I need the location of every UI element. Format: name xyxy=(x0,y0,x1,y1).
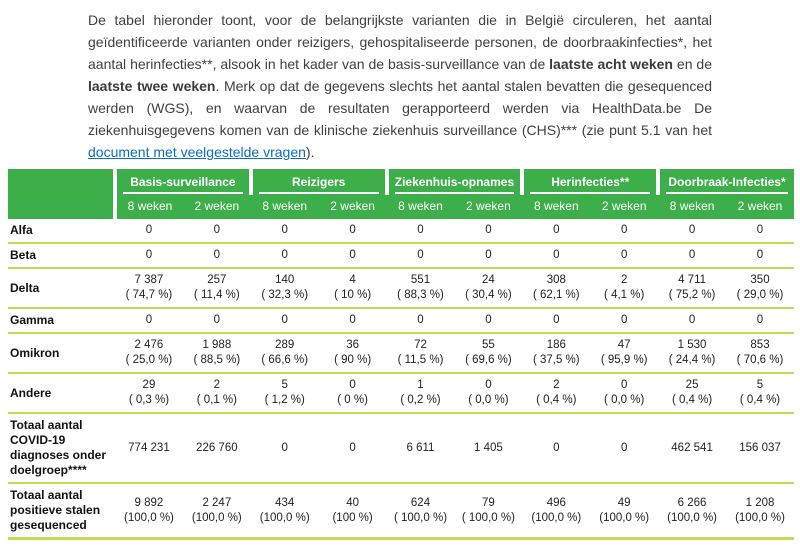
data-cell xyxy=(590,268,658,308)
data-cell xyxy=(115,483,183,539)
data-cell xyxy=(658,219,726,243)
cell-count: 0 xyxy=(620,441,628,454)
data-cell xyxy=(183,243,251,268)
cell-count: 0 xyxy=(756,249,764,261)
cell-percentage: (100,0 %) xyxy=(191,511,242,524)
table-row xyxy=(8,413,794,483)
cell-percentage: (100,0 %) xyxy=(259,511,310,524)
cell-count: 47 xyxy=(617,339,631,351)
cell-percentage: (100,0 %) xyxy=(667,511,717,524)
data-cell xyxy=(590,483,658,539)
cell-count: 0 xyxy=(485,314,492,326)
cell-count: 2 247 xyxy=(202,496,232,509)
cell-percentage: ( 24,4 %) xyxy=(668,354,716,366)
cell-count: 0 xyxy=(417,249,424,261)
cell-percentage: ( 11,5 %) xyxy=(397,354,444,366)
data-cell xyxy=(658,413,726,483)
data-cell xyxy=(319,268,387,308)
cell-percentage: ( 88,3 %) xyxy=(397,289,444,301)
cell-count: 0 xyxy=(417,224,424,236)
column-subheader: 8 weken xyxy=(658,195,726,219)
cell-count: 1 988 xyxy=(202,339,232,351)
cell-count: 0 xyxy=(553,224,560,236)
cell-count: 55 xyxy=(482,339,495,351)
cell-count: 5 xyxy=(281,379,288,391)
data-cell xyxy=(726,413,794,483)
table-row xyxy=(8,219,794,243)
cell-count: 6 266 xyxy=(677,496,707,509)
table-header xyxy=(8,169,794,219)
column-group-header xyxy=(522,169,658,195)
cell-count: 0 xyxy=(688,249,696,261)
data-cell xyxy=(522,373,590,413)
cell-count: 1 530 xyxy=(677,339,707,351)
cell-percentage: ( 0,0 %) xyxy=(468,394,509,406)
data-cell xyxy=(726,373,794,413)
cell-count: 9 892 xyxy=(134,496,164,509)
data-cell xyxy=(522,308,590,333)
cell-count: 0 xyxy=(553,314,560,326)
cell-percentage: ( 10 %) xyxy=(334,289,372,301)
data-cell xyxy=(658,268,726,308)
data-cell xyxy=(590,219,658,243)
group-underline: Reizigers xyxy=(259,170,379,194)
cell-percentage: ( 0,1 %) xyxy=(196,394,237,406)
cell-count: 0 xyxy=(213,249,221,261)
data-cell xyxy=(319,483,387,539)
cell-percentage: ( 62,1 %) xyxy=(532,289,580,301)
cell-percentage: ( 75,2 %) xyxy=(668,289,716,301)
cell-count: 0 xyxy=(281,441,288,454)
cell-count: 0 xyxy=(485,379,492,391)
row-label: Totaal aantal positieve stalen gesequenced xyxy=(10,488,101,532)
data-cell xyxy=(590,373,658,413)
paragraph-text: De tabel hieronder toont, voor de belangrijkste varianten die in België circuleren, het aantal geïdentificeerde varianten onder reizigers, gehospitaliseerde personen, de doorbraakinfecties*, het aantal herinfecties**, alsook in het kader van de basis-surveillance van de xyxy=(88,12,712,72)
data-cell xyxy=(183,483,251,539)
cell-count: 29 xyxy=(142,379,156,391)
cell-percentage: ( 0,0 %) xyxy=(604,394,645,406)
data-cell xyxy=(251,413,319,483)
table-row xyxy=(8,333,794,373)
row-label: Gamma xyxy=(10,313,55,327)
cell-count: 0 xyxy=(349,224,356,236)
cell-count: 0 xyxy=(349,249,356,261)
cell-count: 49 xyxy=(617,496,631,509)
cell-count: 72 xyxy=(414,339,427,351)
cell-count: 5 xyxy=(756,379,764,391)
cell-count: 156 037 xyxy=(739,441,781,454)
group-underline: Herinfecties** xyxy=(530,170,650,194)
data-cell xyxy=(387,308,455,333)
bold-last-two-weeks: laatste twee weken xyxy=(88,78,216,94)
data-cell xyxy=(590,413,658,483)
cell-percentage: ( 25,0 %) xyxy=(125,354,173,366)
row-label: Omikron xyxy=(10,345,60,360)
cell-count: 496 xyxy=(546,496,566,509)
data-cell xyxy=(726,308,794,333)
cell-count: 6 611 xyxy=(406,441,435,454)
cell-percentage: ( 29,0 %) xyxy=(736,289,784,301)
cell-count: 0 xyxy=(349,314,356,326)
cell-count: 0 xyxy=(688,314,696,326)
cell-count: 0 xyxy=(349,379,356,391)
cell-count: 0 xyxy=(756,314,764,326)
cell-count: 0 xyxy=(281,249,288,261)
cell-percentage: ( 1,2 %) xyxy=(264,394,305,406)
data-cell xyxy=(251,333,319,373)
data-cell xyxy=(115,413,183,483)
cell-count: 0 xyxy=(145,224,153,236)
cell-count: 308 xyxy=(546,274,566,286)
cell-count: 0 xyxy=(620,379,628,391)
data-cell xyxy=(726,219,794,243)
table-row xyxy=(8,308,794,333)
data-cell xyxy=(251,373,319,413)
cell-count: 0 xyxy=(485,224,492,236)
cell-percentage: ( 90 %) xyxy=(334,354,372,366)
cell-count: 2 xyxy=(213,379,221,391)
subheader-row xyxy=(8,195,794,219)
cell-count: 1 208 xyxy=(745,496,775,509)
data-cell xyxy=(319,413,387,483)
data-cell xyxy=(387,333,455,373)
cell-count: 24 xyxy=(482,274,495,286)
data-cell xyxy=(251,243,319,268)
data-cell xyxy=(590,333,658,373)
data-cell xyxy=(115,333,183,373)
cell-percentage: ( 100,0 %) xyxy=(461,511,515,524)
data-cell xyxy=(454,243,522,268)
data-cell xyxy=(183,333,251,373)
faq-link[interactable]: document met veelgestelde vragen xyxy=(88,144,306,160)
data-cell xyxy=(183,219,251,243)
cell-percentage: ( 32,3 %) xyxy=(261,289,309,301)
group-underline: Basis-surveillance xyxy=(123,170,243,194)
data-cell xyxy=(522,483,590,539)
cell-count: 257 xyxy=(207,274,227,286)
column-group-header xyxy=(115,169,251,195)
cell-count: 226 760 xyxy=(196,441,238,454)
cell-percentage: ( 88,5 %) xyxy=(193,354,241,366)
cell-count: 0 xyxy=(553,249,560,261)
cell-count: 853 xyxy=(750,339,770,351)
cell-percentage: ( 74,7 %) xyxy=(125,289,173,301)
cell-percentage: ( 11,4 %) xyxy=(193,289,240,301)
data-cell xyxy=(387,219,455,243)
column-subheader: 8 weken xyxy=(115,195,183,219)
paragraph-text: . Merk op dat de gegevens slechts het aantal stalen bevatten die gesequenced werden (WGS), en waarvan de resultaten gerapporteerd werden via HealthData.be De ziekenhuisgegevens komen van de klinische ziekenhuis surveillance (CHS)*** (zie punt 5.1 van het xyxy=(88,78,712,138)
cell-percentage: ( 0,4 %) xyxy=(739,394,781,406)
cell-count: 0 xyxy=(145,249,153,261)
cell-percentage: (100 %) xyxy=(332,511,373,524)
data-cell xyxy=(522,219,590,243)
cell-count: 40 xyxy=(346,496,360,509)
data-cell xyxy=(726,268,794,308)
data-cell xyxy=(590,308,658,333)
table-row xyxy=(8,243,794,268)
cell-percentage: ( 70,6 %) xyxy=(736,354,784,366)
data-cell xyxy=(319,219,387,243)
data-cell xyxy=(454,219,522,243)
cell-percentage: ( 37,5 %) xyxy=(532,354,580,366)
cell-percentage: (100,0 %) xyxy=(735,511,785,524)
bold-last-eight-weeks: laatste acht weken xyxy=(549,56,673,72)
cell-count: 79 xyxy=(482,496,495,509)
data-cell xyxy=(115,219,183,243)
cell-count: 0 xyxy=(688,224,696,236)
data-cell xyxy=(658,373,726,413)
column-subheader: 2 weken xyxy=(726,195,794,219)
data-cell xyxy=(251,268,319,308)
data-cell xyxy=(319,308,387,333)
cell-count: 0 xyxy=(349,441,356,454)
data-cell xyxy=(251,219,319,243)
cell-count: 2 476 xyxy=(134,339,164,351)
data-cell xyxy=(387,483,455,539)
cell-count: 2 xyxy=(620,274,628,286)
data-cell xyxy=(658,308,726,333)
data-cell xyxy=(115,243,183,268)
cell-percentage: ( 0,3 %) xyxy=(128,394,170,406)
data-cell xyxy=(658,333,726,373)
column-group-header xyxy=(387,169,523,195)
cell-percentage: ( 0 %) xyxy=(337,394,368,406)
row-label: Delta xyxy=(10,280,40,295)
data-cell xyxy=(726,243,794,268)
column-subheader: 2 weken xyxy=(319,195,387,219)
cell-count: 0 xyxy=(213,314,221,326)
data-cell xyxy=(387,268,455,308)
data-cell xyxy=(522,413,590,483)
cell-count: 0 xyxy=(756,224,764,236)
cell-count: 0 xyxy=(485,249,492,261)
data-cell xyxy=(251,483,319,539)
cell-count: 434 xyxy=(275,496,295,509)
data-cell xyxy=(726,333,794,373)
cell-count: 0 xyxy=(620,314,628,326)
cell-count: 551 xyxy=(410,274,431,286)
table-corner-cell xyxy=(8,169,115,219)
cell-percentage: (100,0 %) xyxy=(124,511,174,524)
column-group-header xyxy=(251,169,387,195)
data-cell xyxy=(251,308,319,333)
cell-count: 1 xyxy=(417,379,424,391)
data-cell xyxy=(319,373,387,413)
cell-count: 140 xyxy=(275,274,295,286)
cell-percentage: ( 0,4 %) xyxy=(536,394,577,406)
cell-count: 0 xyxy=(620,249,628,261)
group-underline: Ziekenhuis-opnames xyxy=(395,170,515,194)
table-row xyxy=(8,373,794,413)
paragraph-text: en de xyxy=(672,56,712,72)
cell-count: 0 xyxy=(417,314,424,326)
cell-count: 289 xyxy=(275,339,295,351)
data-cell xyxy=(387,243,455,268)
group-header-row xyxy=(8,169,794,195)
data-cell xyxy=(454,373,522,413)
column-subheader: 8 weken xyxy=(522,195,590,219)
row-label: Totaal aantal COVID-19 diagnoses onder doelgroep**** xyxy=(10,418,107,477)
row-label: Beta xyxy=(10,248,37,262)
column-subheader: 8 weken xyxy=(387,195,455,219)
cell-percentage: ( 69,6 %) xyxy=(465,354,512,366)
data-cell xyxy=(183,268,251,308)
data-cell xyxy=(590,243,658,268)
cell-percentage: (100,0 %) xyxy=(531,511,582,524)
cell-percentage: ( 0,4 %) xyxy=(671,394,713,406)
cell-percentage: (100,0 %) xyxy=(599,511,650,524)
cell-count: 0 xyxy=(281,224,288,236)
cell-percentage: ( 4,1 %) xyxy=(604,289,645,301)
variants-table xyxy=(8,169,794,540)
data-cell xyxy=(387,413,455,483)
data-cell xyxy=(726,483,794,539)
cell-count: 4 xyxy=(349,274,356,286)
cell-count: 350 xyxy=(750,274,770,286)
column-group-header xyxy=(658,169,794,195)
data-cell xyxy=(454,413,522,483)
data-cell xyxy=(454,308,522,333)
cell-count: 7 387 xyxy=(134,274,164,286)
column-subheader: 2 weken xyxy=(183,195,251,219)
table-row xyxy=(8,483,794,539)
intro-paragraph xyxy=(88,9,712,163)
cell-count: 2 xyxy=(553,379,560,391)
row-label: Alfa xyxy=(10,223,33,237)
data-cell xyxy=(522,333,590,373)
cell-count: 462 541 xyxy=(671,441,713,454)
cell-count: 0 xyxy=(145,314,153,326)
page xyxy=(0,9,800,549)
data-cell xyxy=(658,243,726,268)
table-row xyxy=(8,268,794,308)
data-cell xyxy=(115,308,183,333)
data-cell xyxy=(183,373,251,413)
cell-count: 1 405 xyxy=(474,441,503,454)
paragraph-text: ). xyxy=(305,144,315,160)
data-cell xyxy=(387,373,455,413)
data-cell xyxy=(454,483,522,539)
cell-count: 0 xyxy=(213,224,221,236)
data-cell xyxy=(454,268,522,308)
cell-percentage: ( 95,9 %) xyxy=(600,354,648,366)
data-cell xyxy=(319,243,387,268)
cell-count: 774 231 xyxy=(128,441,170,454)
column-subheader: 2 weken xyxy=(590,195,658,219)
data-cell xyxy=(319,333,387,373)
data-cell xyxy=(183,308,251,333)
data-cell xyxy=(454,333,522,373)
group-underline: Doorbraak-Infecties* xyxy=(666,170,788,194)
column-subheader: 2 weken xyxy=(454,195,522,219)
cell-percentage: ( 30,4 %) xyxy=(465,289,512,301)
cell-count: 624 xyxy=(410,496,431,509)
data-cell xyxy=(115,268,183,308)
cell-percentage: ( 66,6 %) xyxy=(261,354,309,366)
table-body xyxy=(8,219,794,539)
cell-count: 0 xyxy=(281,314,288,326)
cell-percentage: ( 0,2 %) xyxy=(400,394,441,406)
cell-count: 0 xyxy=(620,224,628,236)
row-label: Andere xyxy=(10,385,52,400)
data-cell xyxy=(658,483,726,539)
column-subheader: 8 weken xyxy=(251,195,319,219)
cell-count: 36 xyxy=(346,339,360,351)
cell-count: 25 xyxy=(685,379,699,391)
data-cell xyxy=(115,373,183,413)
cell-count: 186 xyxy=(546,339,566,351)
cell-count: 4 711 xyxy=(678,274,707,286)
data-cell xyxy=(522,268,590,308)
data-cell xyxy=(522,243,590,268)
data-cell xyxy=(183,413,251,483)
cell-count: 0 xyxy=(553,441,560,454)
cell-percentage: ( 100,0 %) xyxy=(393,511,448,524)
